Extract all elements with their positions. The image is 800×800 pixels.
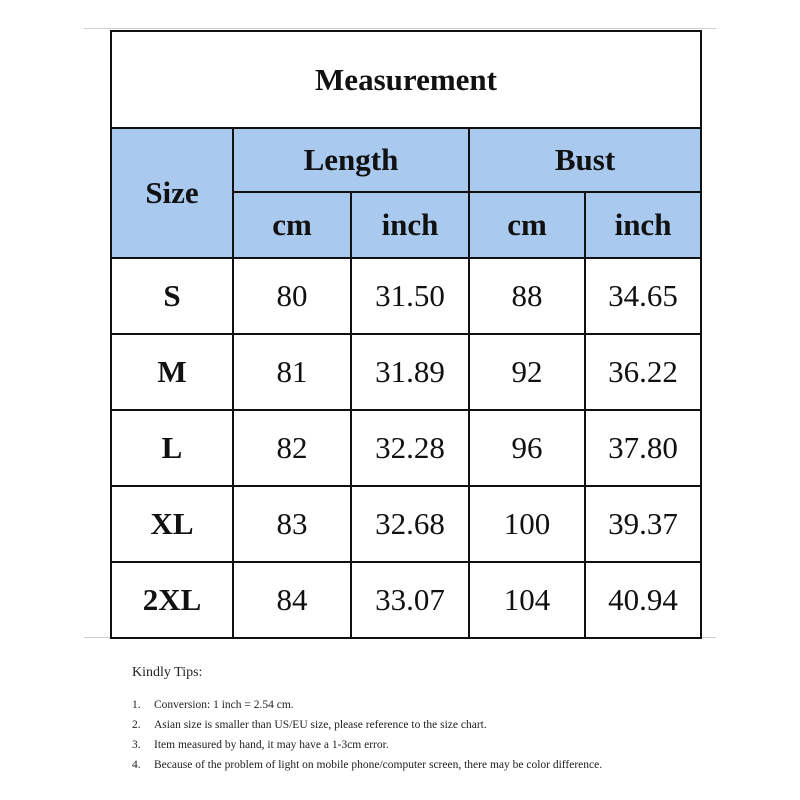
tip-number: 1. [132, 699, 141, 711]
length-inch-cell: 32.28 [351, 410, 469, 486]
tip-text: Asian size is smaller than US/EU size, please reference to the size chart. [154, 719, 487, 731]
size-cell: XL [111, 486, 233, 562]
length-inch-cell: 32.68 [351, 486, 469, 562]
top-guide-line [84, 28, 716, 29]
length-group-header: Length [233, 128, 469, 192]
length-cm-cell: 80 [233, 258, 351, 334]
tip-text: Because of the problem of light on mobile phone/computer screen, there may be color difference. [154, 759, 603, 771]
length-inch-cell: 31.50 [351, 258, 469, 334]
length-cm-cell: 84 [233, 562, 351, 638]
size-cell: S [111, 258, 233, 334]
bust-cm-header: cm [469, 192, 585, 258]
bust-inch-cell: 36.22 [585, 334, 701, 410]
table-row [111, 486, 701, 562]
length-inch-cell: 31.89 [351, 334, 469, 410]
length-cm-cell: 83 [233, 486, 351, 562]
length-inch-header: inch [351, 192, 469, 258]
length-inch-cell: 33.07 [351, 562, 469, 638]
tip-text: Conversion: 1 inch = 2.54 cm. [154, 699, 294, 711]
size-cell: M [111, 334, 233, 410]
table-row [111, 410, 701, 486]
bust-inch-cell: 39.37 [585, 486, 701, 562]
bust-inch-cell: 34.65 [585, 258, 701, 334]
bust-inch-header: inch [585, 192, 701, 258]
list-item [132, 695, 672, 715]
tip-text: Item measured by hand, it may have a 1-3cm error. [154, 739, 389, 751]
list-item [132, 735, 672, 755]
bust-cm-cell: 96 [469, 410, 585, 486]
length-cm-header: cm [233, 192, 351, 258]
bust-cm-cell: 100 [469, 486, 585, 562]
bust-inch-cell: 37.80 [585, 410, 701, 486]
table-row [111, 334, 701, 410]
bust-cm-cell: 92 [469, 334, 585, 410]
bust-inch-cell: 40.94 [585, 562, 701, 638]
list-item [132, 755, 672, 775]
list-item [132, 715, 672, 735]
size-chart-table [110, 30, 702, 639]
table-row [111, 258, 701, 334]
bust-group-header: Bust [469, 128, 701, 192]
table-title: Measurement [111, 31, 701, 128]
length-cm-cell: 82 [233, 410, 351, 486]
size-cell: 2XL [111, 562, 233, 638]
tip-number: 4. [132, 759, 141, 771]
size-cell: L [111, 410, 233, 486]
tips-list [132, 695, 672, 775]
size-column-header: Size [111, 128, 233, 258]
bust-cm-cell: 88 [469, 258, 585, 334]
bust-cm-cell: 104 [469, 562, 585, 638]
tip-number: 3. [132, 739, 141, 751]
table-row [111, 562, 701, 638]
tip-number: 2. [132, 719, 141, 731]
kindly-tips [132, 665, 672, 775]
tips-title: Kindly Tips: [132, 665, 203, 680]
length-cm-cell: 81 [233, 334, 351, 410]
